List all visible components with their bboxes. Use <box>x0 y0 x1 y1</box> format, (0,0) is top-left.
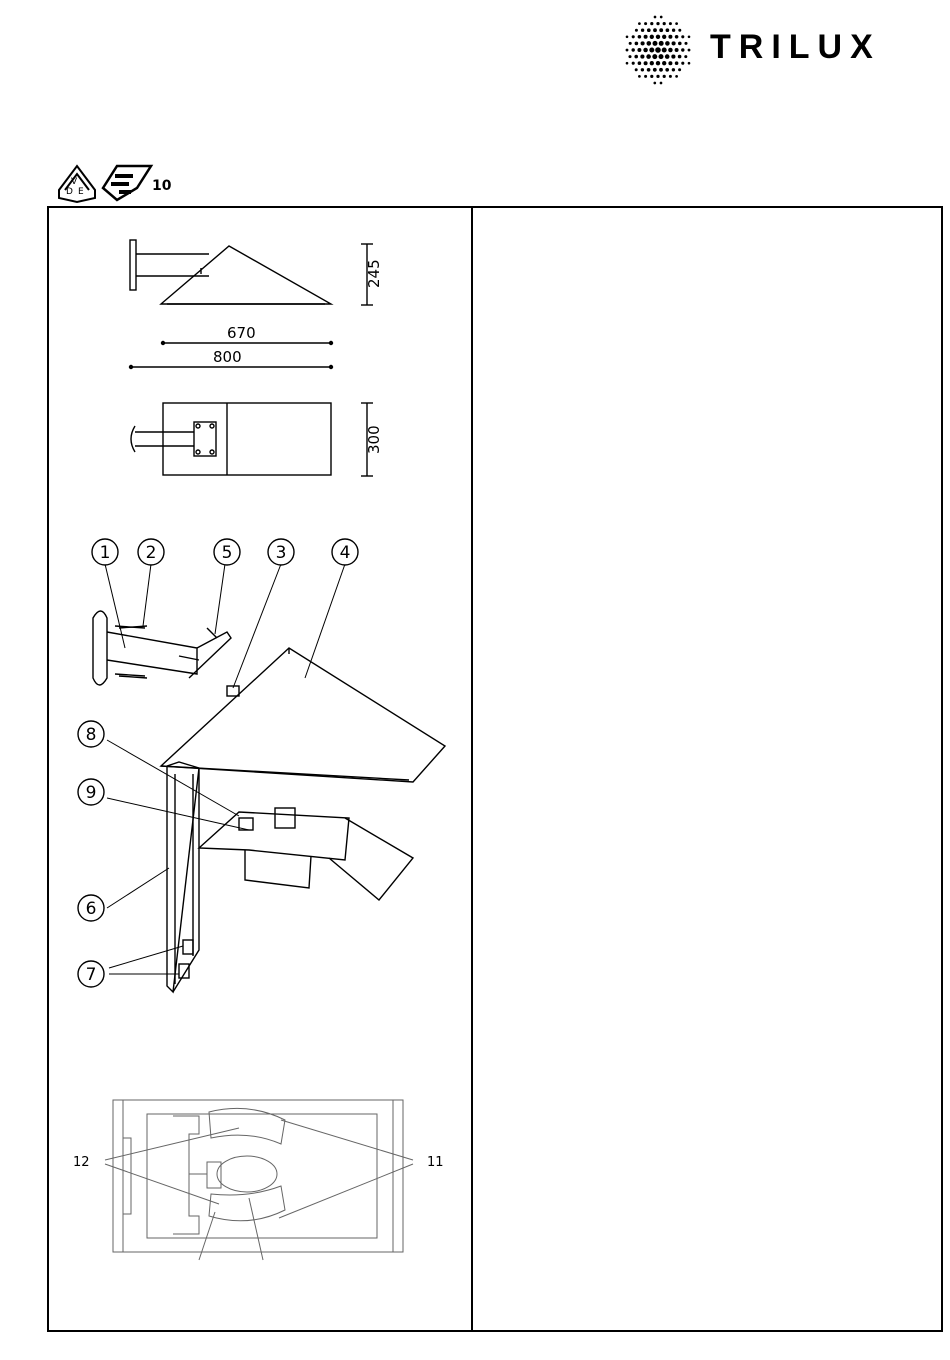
logo-dot <box>672 68 675 71</box>
logo-dot <box>650 61 654 65</box>
logo-dot <box>647 41 652 46</box>
callout-4 <box>332 539 358 565</box>
logo-dot <box>647 68 651 72</box>
logo-dot <box>681 62 684 65</box>
logo-dot <box>635 68 638 71</box>
logo-dot <box>678 29 681 32</box>
svg-text:5: 5 <box>221 543 233 563</box>
logo-dot <box>678 55 682 59</box>
logo-dot <box>659 68 663 72</box>
logo-dot <box>638 75 641 78</box>
logo-dot <box>663 22 666 25</box>
svg-text:4: 4 <box>339 543 351 563</box>
logo-dot <box>675 35 679 39</box>
logo-dot <box>675 48 679 52</box>
logo-dot <box>637 48 641 52</box>
exploded-view <box>93 611 445 992</box>
logo-dot <box>652 54 657 59</box>
logo-dot <box>644 35 648 39</box>
logo-dot <box>638 35 642 39</box>
logo-dot <box>656 22 659 25</box>
logo-dot <box>632 35 635 38</box>
logo-dot <box>626 62 629 65</box>
logo-dot <box>688 36 691 39</box>
cert-number: 10 <box>152 178 172 194</box>
logo-dot <box>666 28 670 32</box>
logo-dot <box>662 61 666 65</box>
logo-dot <box>659 28 663 32</box>
logo-dot <box>675 75 678 78</box>
logo-dot <box>659 41 664 46</box>
logo-dot <box>650 35 654 39</box>
plan-view <box>131 403 331 475</box>
logo-dot <box>635 42 639 46</box>
svg-text:D: D <box>66 187 73 197</box>
dim-width-label: 300 <box>365 425 383 454</box>
logo-dot <box>671 55 675 59</box>
logo-dot <box>626 36 629 39</box>
logo-dot <box>644 75 647 78</box>
brand-name: TRILUX <box>710 28 881 66</box>
svg-text:6: 6 <box>85 899 97 919</box>
logo-dot <box>626 49 629 52</box>
logo-dot <box>646 54 651 59</box>
logo-dot <box>644 61 648 65</box>
svg-text:1: 1 <box>99 543 111 563</box>
dim-height-label: 245 <box>365 259 383 288</box>
logo-dot <box>641 41 645 45</box>
part-callouts <box>78 539 358 987</box>
logo-dot <box>653 28 657 32</box>
enec-10-mark-icon <box>103 166 172 200</box>
logo-dot <box>655 47 661 53</box>
logo-dot <box>675 22 678 25</box>
logo-dot <box>632 62 635 65</box>
logo-dot <box>634 55 638 59</box>
logo-dot <box>660 82 663 85</box>
logo-dot <box>641 68 644 71</box>
logo-dot <box>632 48 635 51</box>
lamp-callout-12: 12 <box>73 1155 90 1170</box>
logo-dot <box>681 35 684 38</box>
svg-text:8: 8 <box>85 725 97 745</box>
svg-text:V: V <box>71 177 78 187</box>
logo-dot <box>653 41 658 46</box>
lamp-callout-11: 11 <box>427 1155 444 1170</box>
technical-drawing <box>49 208 471 1330</box>
logo-dot <box>635 29 638 32</box>
logo-dot <box>660 16 663 19</box>
logo-dot <box>672 29 675 32</box>
logo-dot <box>669 75 672 78</box>
logo-dot <box>653 82 656 85</box>
logo-dot <box>649 47 654 52</box>
svg-text:2: 2 <box>145 543 157 563</box>
text-column <box>473 208 941 1330</box>
logo-dot <box>684 42 687 45</box>
logo-dot <box>641 29 644 32</box>
logo-dot <box>650 22 653 25</box>
side-view <box>130 240 331 304</box>
logo-dot <box>629 42 632 45</box>
lamp-detail-view <box>105 1100 413 1260</box>
dim-length-total-label: 800 <box>213 348 242 366</box>
callout-6 <box>78 895 104 921</box>
logo-dot <box>668 48 673 53</box>
callout-3 <box>268 539 294 565</box>
logo-dot <box>668 35 672 39</box>
svg-text:7: 7 <box>85 965 97 985</box>
logo-dot <box>638 22 641 25</box>
svg-text:3: 3 <box>275 543 287 563</box>
logo-dot <box>662 47 667 52</box>
callout-9 <box>78 779 104 805</box>
callout-1 <box>92 539 118 565</box>
logo-dot <box>638 61 642 65</box>
logo-dot <box>644 22 647 25</box>
logo-dot <box>647 28 651 32</box>
logo-dot <box>668 61 672 65</box>
callout-2 <box>138 539 164 565</box>
logo-dot <box>665 41 670 46</box>
logo-dot <box>665 54 670 59</box>
logo-dot <box>688 62 691 65</box>
logo-dot <box>662 35 666 39</box>
logo-dot <box>688 49 691 52</box>
callout-5 <box>214 539 240 565</box>
callout-8 <box>78 721 104 747</box>
svg-text:9: 9 <box>85 783 97 803</box>
logo-dot <box>684 55 687 58</box>
logo-dot <box>672 41 676 45</box>
svg-text:E: E <box>78 187 84 197</box>
callout-7 <box>78 961 104 987</box>
logo-dot <box>656 35 660 39</box>
dim-length-body-label: 670 <box>227 324 256 342</box>
logo-dot <box>656 75 659 78</box>
certification-marks <box>55 160 175 204</box>
logo-dot <box>650 75 653 78</box>
logo-dot <box>656 61 660 65</box>
logo-dot <box>678 42 682 46</box>
logo-dot <box>659 54 664 59</box>
logo-dot <box>643 48 648 53</box>
logo-dot <box>654 16 657 19</box>
logo-dot <box>675 61 679 65</box>
vde-mark-icon <box>59 166 95 202</box>
logo-dot <box>669 22 672 25</box>
logo-dot <box>663 75 666 78</box>
logo-dot <box>665 68 669 72</box>
logo-dot <box>681 48 684 51</box>
logo-dot <box>653 68 657 72</box>
logo-dot <box>640 55 644 59</box>
logo-dot <box>678 68 681 71</box>
logo-dot <box>628 55 631 58</box>
